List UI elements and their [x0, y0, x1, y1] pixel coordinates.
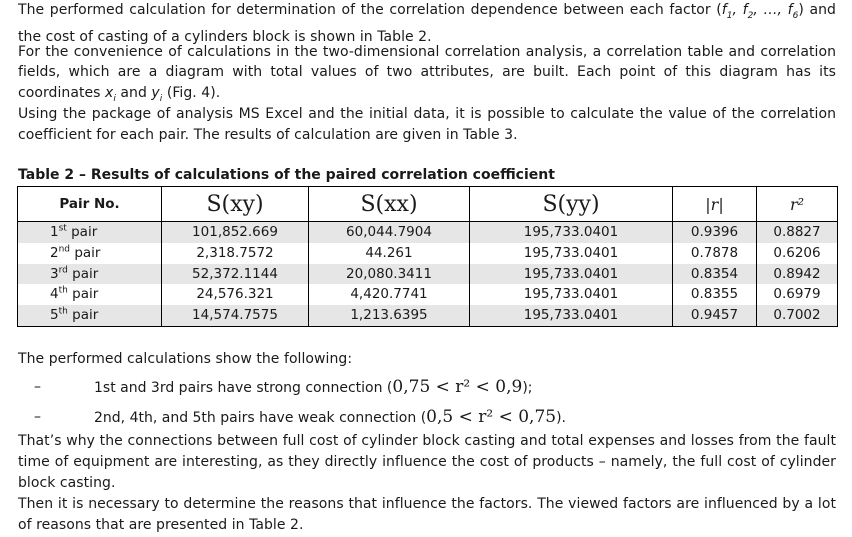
- cell-sxy: 101,852.669: [162, 222, 309, 243]
- conclusion-paragraph-1: That’s why the connections between full cost of cylinder block casting and total expenses and losses from the fault time of equipment are interesting, as they directly influence the cost of products – namely, the full cost of cylinder block casting.: [18, 433, 836, 491]
- conclusion-paragraph-2: Then it is necessary to determine the reasons that influence the factors. The viewed factors are influenced by a lot of reasons that are presented in Table 2.: [18, 496, 836, 533]
- cell-sxx: 1,213.6395: [309, 305, 470, 326]
- intro-p2-text-end: (Fig. 4).: [162, 85, 221, 102]
- conclusion-lead: The performed calculations show the following:: [18, 351, 353, 367]
- cell-abs-r: 0.9396: [673, 222, 757, 243]
- bullet-2-text: 2nd, 4th, and 5th pairs have weak connection (: [94, 410, 427, 426]
- cell-sxy: 14,574.7575: [162, 305, 309, 326]
- cell-pair-no: [18, 305, 162, 326]
- coord-yi: $y_i$: [151, 85, 163, 104]
- pair-ordinal: 1: [50, 224, 59, 240]
- pair-ordinal: 4: [50, 286, 59, 303]
- intro-paragraph-2: [18, 42, 836, 110]
- intro-paragraph-1: [18, 0, 836, 47]
- cell-abs-r: 0.7878: [673, 243, 757, 264]
- cell-syy: 195,733.0401: [470, 305, 673, 326]
- bullet-dash: –: [34, 409, 41, 425]
- cell-r-squared: 0.7002: [757, 305, 838, 326]
- cell-sxx: 4,420.7741: [309, 284, 470, 305]
- header-r-squared: r²: [757, 187, 838, 222]
- factor-list: $f_1$, $f_2$, …, $f_6$: [721, 2, 799, 21]
- pair-ordinal: 3: [50, 265, 59, 282]
- header-abs-r: |r|: [673, 187, 757, 222]
- cell-abs-r: 0.9457: [673, 305, 757, 326]
- pair-word: pair: [71, 224, 98, 240]
- header-syy: S(yy): [470, 187, 673, 222]
- bullet-text: [94, 404, 566, 431]
- table-row: [18, 243, 838, 264]
- bullet-2-formula: 0,5 < r² < 0,75: [426, 407, 557, 427]
- header-sxy: S(xy): [162, 187, 309, 222]
- cell-syy: 195,733.0401: [470, 284, 673, 305]
- intro-paragraph-3: Using the package of analysis MS Excel and the initial data, it is possible to calculate the value of the correlation coefficient for each pair. The results of calculation are given in Table 3.: [18, 106, 836, 143]
- cell-sxy: 24,576.321: [162, 284, 309, 305]
- pair-word: pair: [74, 244, 101, 261]
- pair-ordinal-suffix: th: [58, 285, 68, 296]
- cell-r-squared: 0.8942: [757, 264, 838, 285]
- intro-p2-text: For the convenience of calculations in the two-dimensional correlation analysis, a correlation table and correlation fields, which are a diagram with total values of two attributes, are built. Each point of this diagram has its coordinates: [18, 43, 836, 102]
- pair-ordinal: 5: [50, 307, 59, 324]
- table-row: [18, 305, 838, 326]
- bullet-1-formula: 0,75 < r² < 0,9: [392, 377, 523, 397]
- cell-sxy: 2,318.7572: [162, 243, 309, 264]
- pair-ordinal-suffix: nd: [58, 244, 71, 255]
- cell-syy: 195,733.0401: [470, 243, 673, 264]
- cell-r-squared: 0.8827: [757, 222, 838, 243]
- bullet-text: [94, 374, 533, 401]
- cell-abs-r: 0.8354: [673, 264, 757, 285]
- intro-p1-text: The performed calculation for determination of the correlation dependence between each factor (: [18, 2, 722, 18]
- pair-word: pair: [72, 286, 99, 303]
- pair-ordinal-suffix: th: [58, 306, 68, 317]
- pair-ordinal-suffix: st: [58, 223, 67, 234]
- cell-sxx: 44.261: [309, 243, 470, 264]
- table-row: [18, 222, 838, 243]
- cell-abs-r: 0.8355: [673, 284, 757, 305]
- cell-r-squared: 0.6979: [757, 284, 838, 305]
- table-row: [18, 284, 838, 305]
- pair-ordinal: 2: [50, 244, 59, 261]
- intro-p2-and: and: [115, 85, 152, 102]
- cell-pair-no: [18, 284, 162, 305]
- correlation-table: [17, 186, 838, 327]
- table-header-row: [18, 187, 838, 222]
- cell-sxx: 20,080.3411: [309, 264, 470, 285]
- bullet-1-text: 1st and 3rd pairs have strong connection (: [94, 380, 393, 396]
- cell-syy: 195,733.0401: [470, 222, 673, 243]
- cell-pair-no: [18, 264, 162, 285]
- bullet-2-end: ).: [556, 410, 567, 426]
- header-sxx: S(xx): [309, 187, 470, 222]
- pair-ordinal-suffix: rd: [58, 265, 68, 276]
- bullet-1-end: );: [522, 380, 533, 396]
- table-row: [18, 264, 838, 285]
- cell-r-squared: 0.6206: [757, 243, 838, 264]
- coord-xi: $x_i$: [105, 85, 116, 104]
- cell-pair-no: [18, 222, 162, 243]
- cell-sxy: 52,372.1144: [162, 264, 309, 285]
- cell-syy: 195,733.0401: [470, 264, 673, 285]
- intro-p1-text-end: ) and the cost of casting of a cylinders block is shown in Table 2.: [18, 2, 836, 45]
- pair-word: pair: [72, 265, 99, 282]
- cell-sxx: 60,044.7904: [309, 222, 470, 243]
- bullet-dash: –: [34, 379, 41, 395]
- header-pair-no: Pair No.: [18, 187, 162, 222]
- table-caption: Table 2 – Results of calculations of the paired correlation coefficient: [18, 167, 555, 183]
- cell-pair-no: [18, 243, 162, 264]
- pair-word: pair: [72, 307, 99, 324]
